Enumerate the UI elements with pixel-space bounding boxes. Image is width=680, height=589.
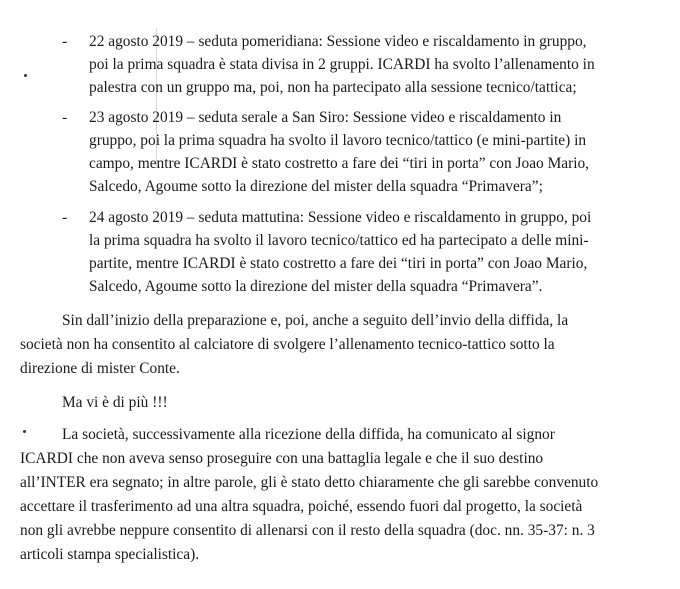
paragraph-2-line-6: articoli stampa specialistica).: [20, 546, 200, 563]
bullet-dash: -: [62, 109, 68, 126]
bullet-3-line-2: la prima squadra ha svolto il lavoro tecnico/tattico ed ha partecipato a delle mini-: [89, 232, 589, 249]
bullet-1-line-1: 22 agosto 2019 – seduta pomeridiana: Sessione video e riscaldamento in gruppo,: [89, 33, 587, 50]
paragraph-2-line-5: non gli avrebbe neppure consentito di allenarsi con il resto della squadra (doc. nn. 35-37: n. 3: [20, 522, 595, 539]
bullet-2-line-2: gruppo, poi la prima squadra ha svolto il lavoro tecnico/tattico (e mini-partite) in: [89, 132, 587, 149]
bullet-dash: -: [62, 209, 68, 226]
bullet-3-line-3: partite, mentre ICARDI è stato costretto a fare dei “tiri in porta” con Joao Mario,: [89, 255, 588, 272]
exclamation-line: Ma vi è di più !!!: [62, 394, 168, 411]
paragraph-1-line-2: società non ha consentito al calciatore di svolgere l’allenamento tecnico-tattico sotto la: [20, 336, 555, 353]
paragraph-2-line-1: La società, successivamente alla ricezione della diffida, ha comunicato al signor: [62, 426, 555, 443]
bullet-2-line-1: 23 agosto 2019 – seduta serale a San Siro: Sessione video e riscaldamento in: [89, 109, 562, 126]
bullet-dash: -: [62, 33, 68, 50]
paragraph-1-line-1: Sin dall’inizio della preparazione e, poi, anche a seguito dell’invio della diffida, la: [62, 312, 569, 329]
scan-speck: [23, 430, 26, 433]
bullet-3-line-1: 24 agosto 2019 – seduta mattutina: Sessione video e riscaldamento in gruppo, poi: [89, 209, 592, 226]
bullet-2-line-3: campo, mentre ICARDI è stato costretto a fare dei “tiri in porta” con Joao Mario,: [89, 155, 590, 172]
bullet-1-line-3: palestra con un gruppo ma, poi, non ha partecipato alla sessione tecnico/tattica;: [89, 79, 577, 96]
paragraph-2-line-3: all’INTER era segnato; in altre parole, gli è stato detto chiaramente che gli sarebbe convenuto: [20, 474, 599, 491]
scan-speck: [24, 74, 27, 77]
bullet-3-line-4: Salcedo, Agoume sotto la direzione del mister della squadra “Primavera”.: [89, 278, 543, 295]
paragraph-2-line-2: ICARDI che non aveva senso proseguire con una battaglia legale e che il suo destino: [20, 450, 544, 467]
bullet-2-line-4: Salcedo, Agoume sotto la direzione del mister della squadra “Primavera”;: [89, 178, 543, 195]
paragraph-2-line-4: accettare il trasferimento ad una altra squadra, poiché, essendo fuori dal progetto, la società: [20, 498, 583, 515]
paragraph-1-line-3: direzione di mister Conte.: [20, 360, 180, 377]
bullet-1-line-2: poi la prima squadra è stata divisa in 2 gruppi. ICARDI ha svolto l’allenamento in: [89, 56, 595, 73]
